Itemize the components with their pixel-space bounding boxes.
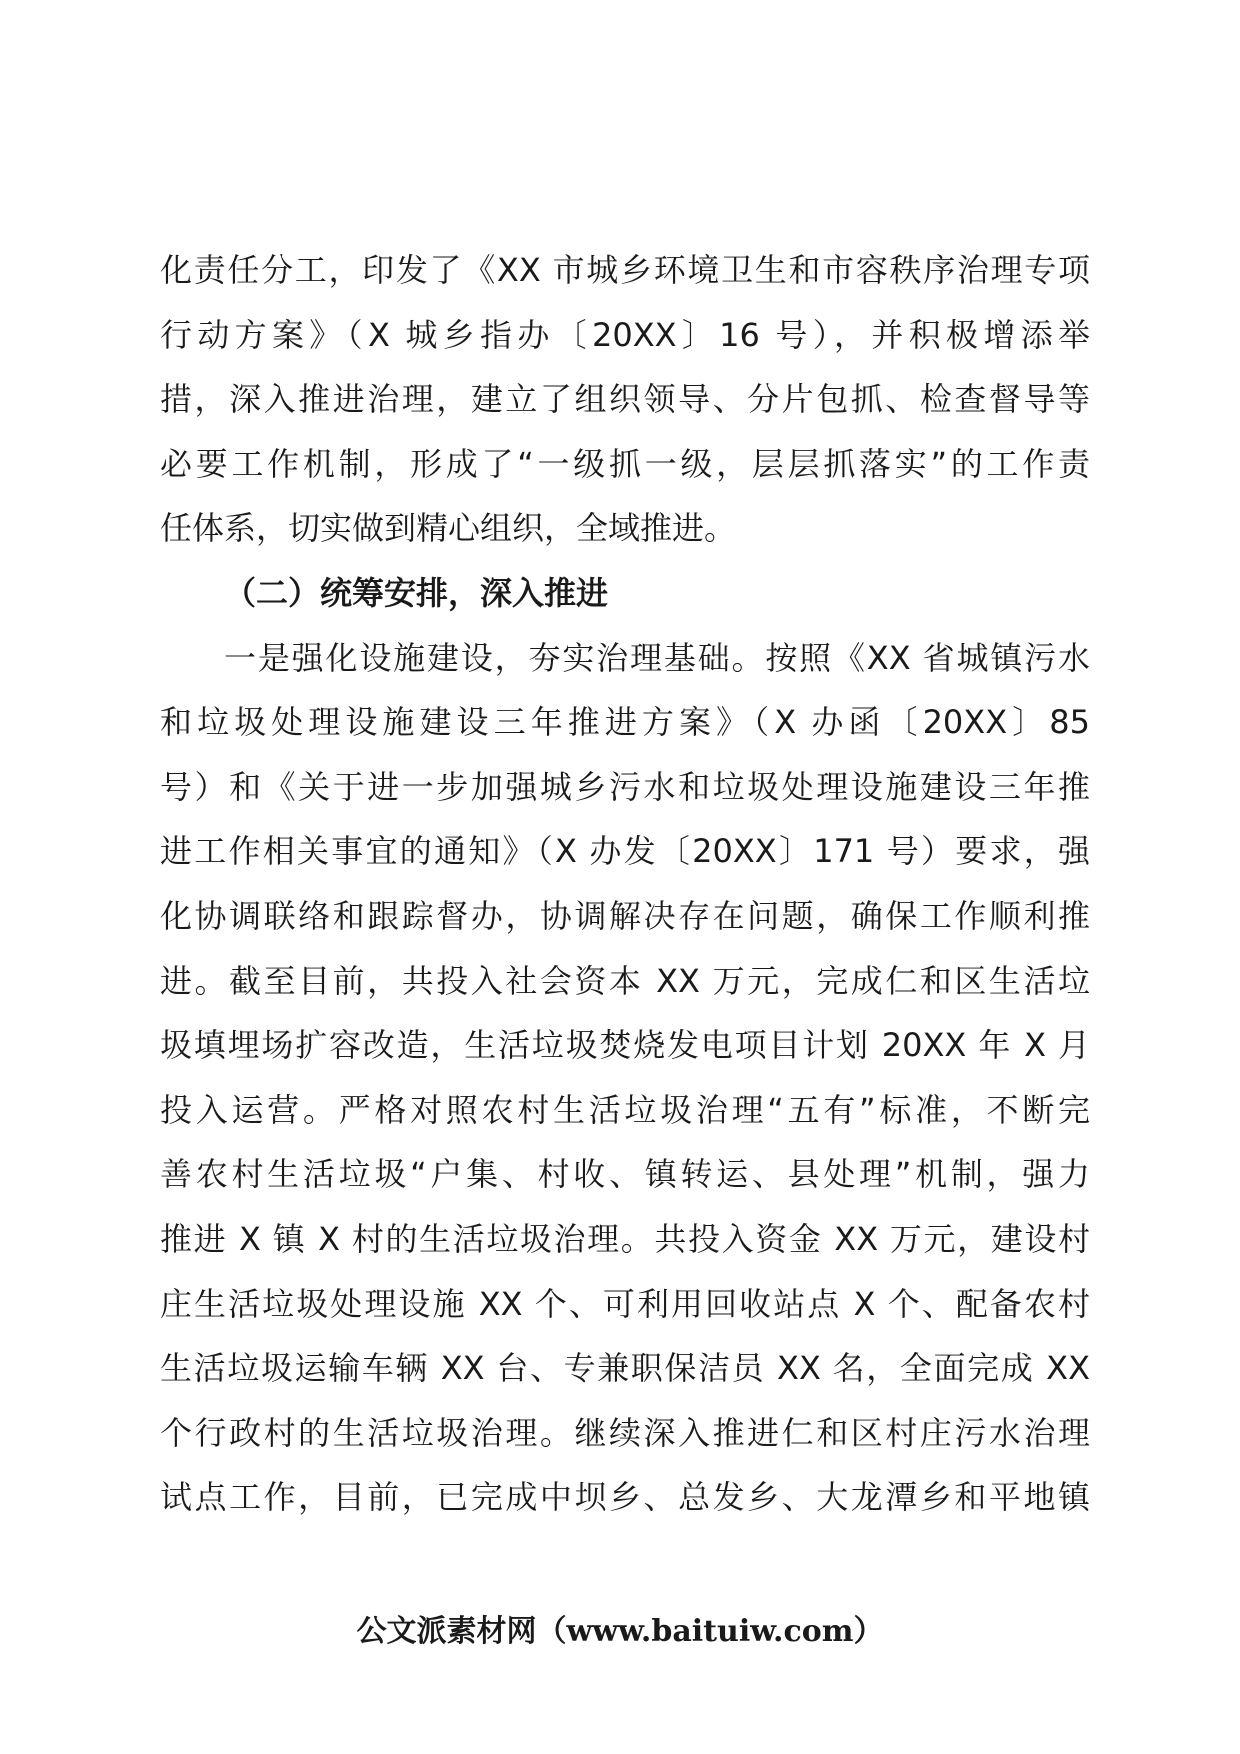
text-line: 化协调联络和跟踪督办，协调解决存在问题，确保工作顺利推	[160, 896, 1090, 935]
text-line: 善农村生活垃圾“户集、村收、镇转运、县处理”机制，强力	[160, 1155, 1090, 1194]
text-line: 任体系，切实做到精心组织，全域推进。	[160, 509, 737, 548]
text-line: 推进 X 镇 X 村的生活垃圾治理。共投入资金 XX 万元，建设村	[160, 1219, 1090, 1258]
text-line: 必要工作机制，形成了“一级抓一级，层层抓落实”的工作责	[160, 444, 1090, 483]
text-line: 号）和《关于进一步加强城乡污水和垃圾处理设施建设三年推	[160, 767, 1090, 806]
paragraph-continuation	[160, 238, 1090, 561]
text-line: 一是强化设施建设，夯实治理基础。按照《XX 省城镇污水	[224, 638, 1090, 677]
text-line: 个行政村的生活垃圾治理。继续深入推进仁和区村庄污水治理	[160, 1413, 1090, 1452]
text-line: 进工作相关事宜的通知》（X 办发〔20XX〕171 号）要求，强	[160, 832, 1090, 871]
text-line: 化责任分工，印发了《XX 市城乡环境卫生和市容秩序治理专项	[160, 251, 1090, 289]
section-heading: （二）统筹安排，深入推进	[224, 573, 609, 612]
document-body	[160, 238, 1090, 1530]
text-line: 和垃圾处理设施建设三年推进方案》（X 办函〔20XX〕85	[160, 703, 1090, 742]
footer-source: 公文派素材网（www.baituiw.com）	[356, 1614, 884, 1649]
paragraph-facilities	[160, 626, 1090, 1530]
text-line: 投入运营。严格对照农村生活垃圾治理“五有”标准，不断完	[160, 1090, 1090, 1129]
text-line: 进。截至目前，共投入社会资本 XX 万元，完成仁和区生活垃	[160, 961, 1090, 1000]
text-line: 行动方案》（X 城乡指办〔20XX〕16 号），并积极增添举	[160, 315, 1090, 354]
text-line: 圾填埋场扩容改造，生活垃圾焚烧发电项目计划 20XX 年 X 月	[160, 1026, 1090, 1065]
text-line: 措，深入推进治理，建立了组织领导、分片包抓、检查督导等	[160, 380, 1090, 419]
text-line: 试点工作，目前，已完成中坝乡、总发乡、大龙潭乡和平地镇	[160, 1478, 1090, 1517]
text-line: 庄生活垃圾处理设施 XX 个、可利用回收站点 X 个、配备农村	[160, 1284, 1090, 1323]
text-line: 生活垃圾运输车辆 XX 台、专兼职保洁员 XX 名，全面完成 XX	[160, 1349, 1090, 1388]
